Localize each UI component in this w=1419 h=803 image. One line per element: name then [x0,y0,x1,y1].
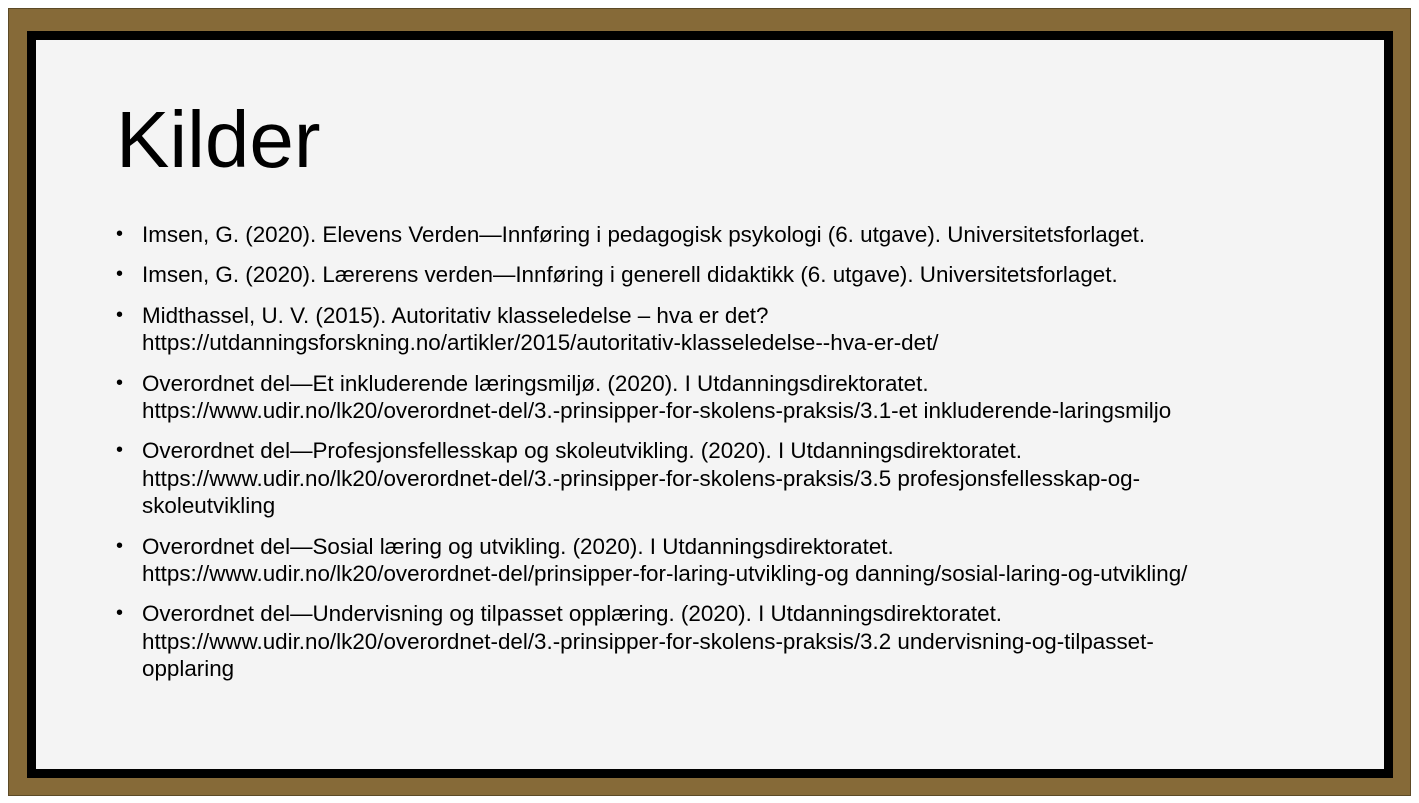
reference-item [116,261,1376,288]
bullet-icon: • [116,534,124,557]
reference-line: https://www.udir.no/lk20/overordnet-del/prinsipper-for-laring-utvikling-og danning/sosial-laring-og-utvikling/ [142,561,1188,587]
reference-line: Overordnet del—Profesjonsfellesskap og skoleutvikling. (2020). I Utdanningsdirektoratet. [142,438,1022,464]
reference-line: Midthassel, U. V. (2015). Autoritativ klasseledelse – hva er det? [142,302,769,328]
reference-line: Overordnet del—Sosial læring og utvikling. (2020). I Utdanningsdirektoratet. [142,533,894,559]
slide-title: Kilder [116,95,321,184]
reference-item [116,533,1376,588]
reference-item [116,437,1376,519]
reference-line: skoleutvikling [142,493,276,519]
reference-line: https://www.udir.no/lk20/overordnet-del/3.-prinsipper-for-skolens-praksis/3.5 profesjonsfellesskap-og- [142,465,1141,491]
slide-border [27,31,1393,778]
reference-line: Imsen, G. (2020). Elevens Verden—Innføring i pedagogisk psykologi (6. utgave). Universitetsforlaget. [142,222,1146,247]
slide [36,40,1384,769]
bullet-icon: • [116,263,124,286]
reference-line: Imsen, G. (2020). Lærerens verden—Innføring i generell didaktikk (6. utgave). Universitetsforlaget. [142,262,1118,288]
reference-list [116,221,1376,696]
bullet-icon: • [116,371,124,394]
bullet-icon: • [116,223,124,245]
bullet-icon: • [116,602,124,625]
reference-line: https://www.udir.no/lk20/overordnet-del/3.-prinsipper-for-skolens-praksis/3.1-et inkluderende-laringsmiljo [142,398,1172,424]
reference-line: opplaring [142,656,235,682]
reference-item [116,302,1376,357]
reference-line: Overordnet del—Et inkluderende læringsmiljø. (2020). I Utdanningsdirektoratet. [142,370,929,396]
bullet-icon: • [116,303,124,326]
bullet-icon: • [116,439,124,462]
reference-item [116,600,1376,682]
reference-line: https://utdanningsforskning.no/artikler/2015/autoritativ-klasseledelse--hva-er-det/ [142,330,939,356]
reference-line: https://www.udir.no/lk20/overordnet-del/3.-prinsipper-for-skolens-praksis/3.2 undervisning-og-tilpasset- [142,628,1154,654]
reference-item [116,370,1376,425]
presentation-frame [8,8,1411,796]
reference-line: Overordnet del—Undervisning og tilpasset opplæring. (2020). I Utdanningsdirektoratet. [142,601,1003,627]
reference-item [116,221,1376,248]
